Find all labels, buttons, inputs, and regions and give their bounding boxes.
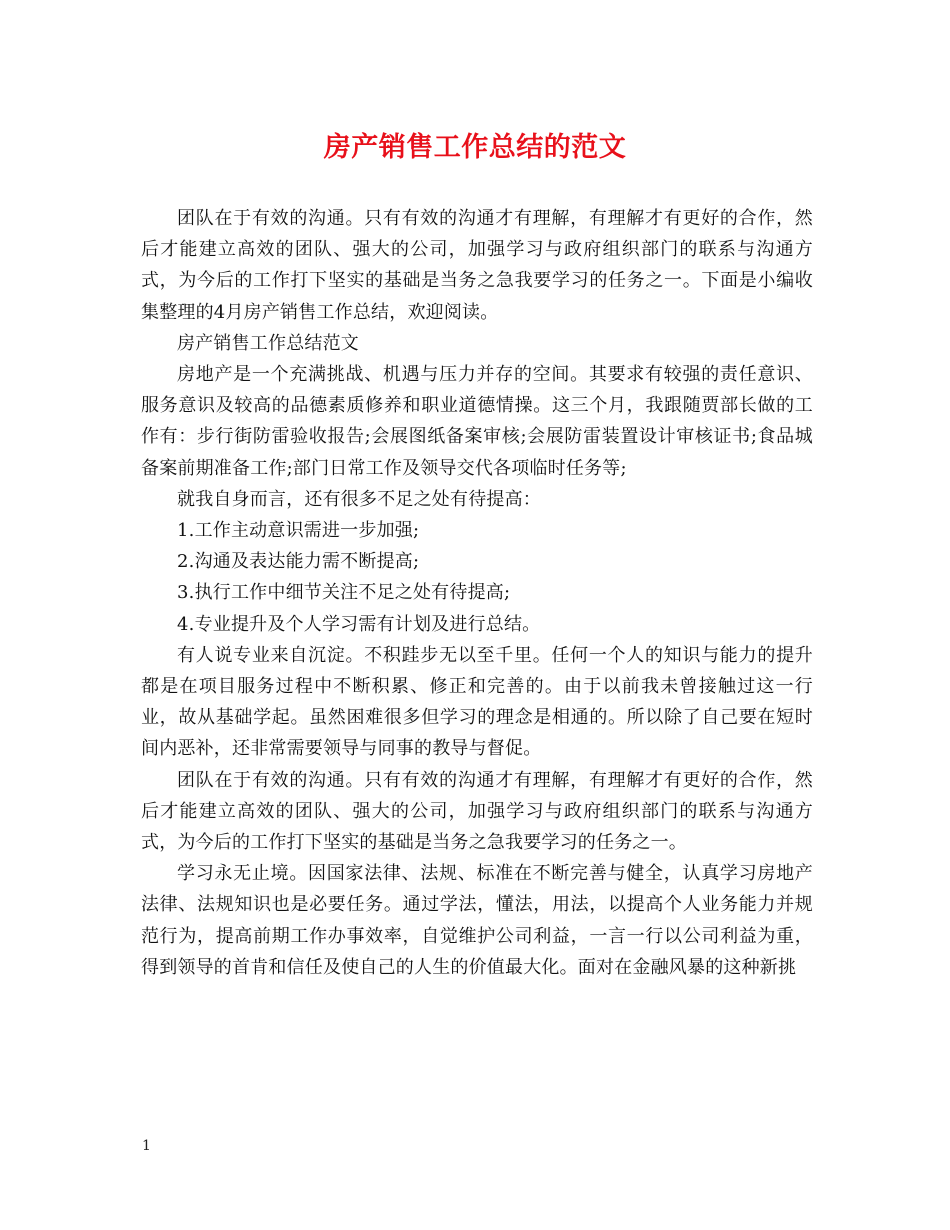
paragraph-heading: 房产销售工作总结范文 bbox=[177, 332, 359, 354]
document-title: 房产销售工作总结的范文 bbox=[323, 132, 627, 163]
list-item-4: 4.专业提升及个人学习需有计划及进行总结。 bbox=[177, 613, 541, 635]
paragraph-professional-growth: 有人说专业来自沉淀。不积跬步无以至千里。任何一个人的知识与能力的提升都是在项目服务过程中不断积累、修正和完善的。由于以前我未曾接触过这一行业，故从基础学起。虽然困难很多但学习的理念是相通的。所以除了自己要在短时间内恶补，还非常需要领导与同事的教导与督促。 bbox=[141, 644, 813, 760]
paragraph-team-communication: 团队在于有效的沟通。只有有效的沟通才有理解，有理解才有更好的合作，然后才能建立高效的团队、强大的公司，加强学习与政府组织部门的联系与沟通方式，为今后的工作打下坚实的基础是当务之急我要学习的任务之一。 bbox=[141, 769, 813, 854]
paragraph-intro: 团队在于有效的沟通。只有有效的沟通才有理解，有理解才有更好的合作，然后才能建立高效的团队、强大的公司，加强学习与政府组织部门的联系与沟通方式，为今后的工作打下坚实的基础是当务之急我要学习的任务之一。下面是小编收集整理的4月房产销售工作总结，欢迎阅读。 bbox=[141, 208, 813, 323]
list-item-2: 2.沟通及表达能力需不断提高; bbox=[177, 551, 420, 573]
list-item-3: 3.执行工作中细节关注不足之处有待提高; bbox=[177, 582, 511, 604]
paragraph-continuous-learning: 学习永无止境。因国家法律、法规、标准在不断完善与健全，认真学习房地产法律、法规知识也是必要任务。通过学法，懂法，用法，以提高个人业务能力并规范行为，提高前期工作办事效率，自觉维护公司利益，一言一行以公司利益为重，得到领导的首肯和信任及使自己的人生的价值最大化。面对在金融风暴的这种新挑 bbox=[141, 863, 813, 978]
paragraph-work-description: 房地产是一个充满挑战、机遇与压力并存的空间。其要求有较强的责任意识、服务意识及较高的品德素质修养和职业道德情操。这三个月，我跟随贾部长做的工作有：步行街防雷验收报告;会展图纸备案审核;会展防雷装置设计审核证书;食品城备案前期准备工作;部门日常工作及领导交代各项临时任务等; bbox=[141, 364, 813, 479]
paragraph-shortcomings-intro: 就我自身而言，还有很多不足之处有待提高： bbox=[177, 488, 541, 510]
page-number: 1 bbox=[142, 1138, 151, 1154]
document-body bbox=[141, 203, 813, 983]
list-item-1: 1.工作主动意识需进一步加强; bbox=[177, 520, 420, 542]
